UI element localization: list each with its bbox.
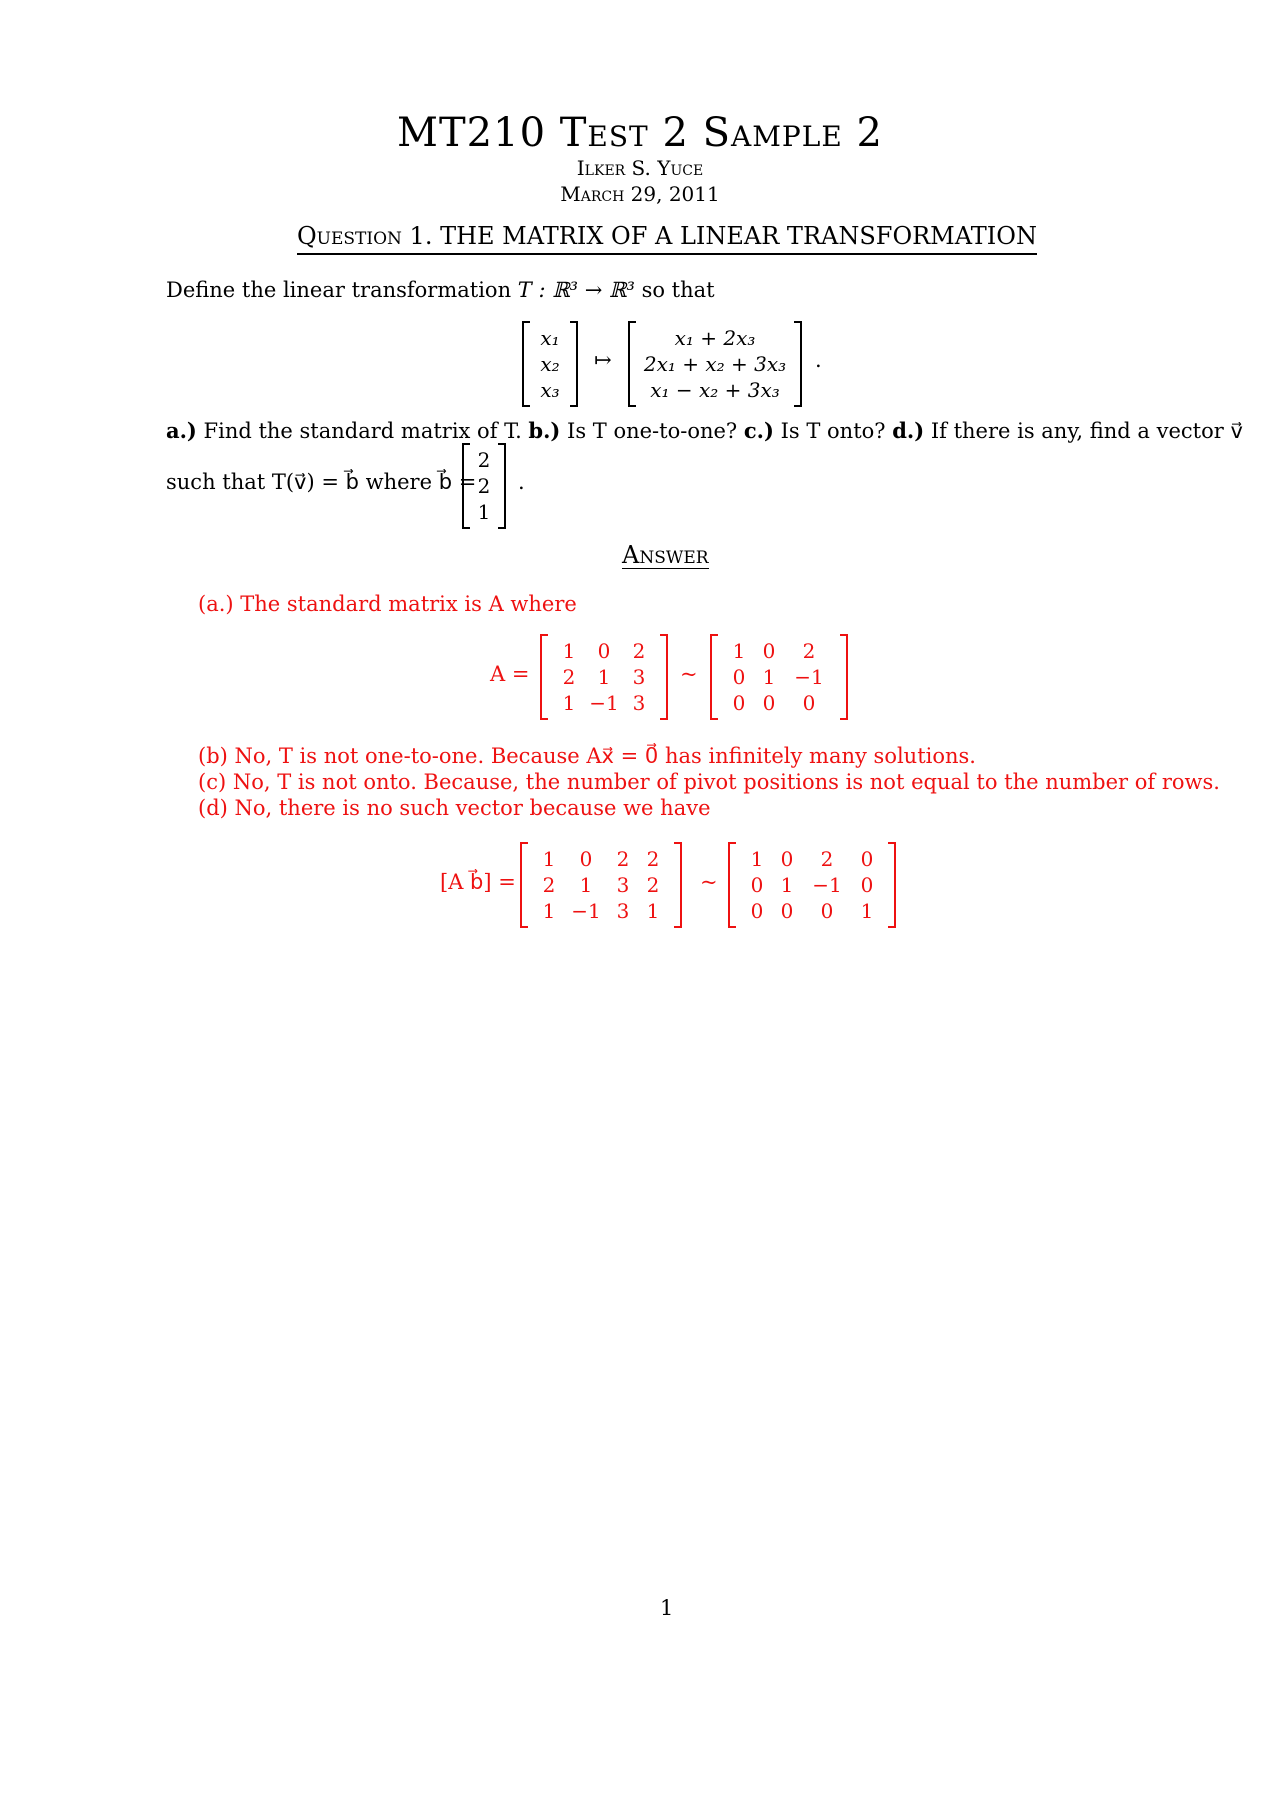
matrix-entry: 1 xyxy=(597,665,611,689)
matrix-entry: 0 xyxy=(780,899,794,923)
matrix-entry: 0 xyxy=(860,873,874,897)
intro-suffix: so that xyxy=(634,278,715,302)
answer-d-text: (d) No, there is no such vector because we have xyxy=(198,796,711,820)
answer-b-text: (b) No, T is not one-to-one. Because Ax⃗ = 0⃗ has infinitely many solutions. xyxy=(198,744,976,768)
vector-period: . xyxy=(815,348,822,372)
vector-entry: 1 xyxy=(477,500,491,524)
matrix-entry: 0 xyxy=(860,847,874,871)
matrix-entry: 0 xyxy=(750,899,764,923)
part-label: b.) xyxy=(528,418,561,443)
x-vector xyxy=(522,321,578,407)
matrix-entry: 2 xyxy=(632,639,646,663)
matrix-entry: 3 xyxy=(632,665,646,689)
matrix-entry: 0 xyxy=(762,691,776,715)
matrix-entry: −1 xyxy=(794,665,824,689)
matrix-entry: −1 xyxy=(589,691,619,715)
matrix-entry: 1 xyxy=(542,847,556,871)
part-text: Is T one-to-one? xyxy=(560,419,744,443)
matrix-entry: 1 xyxy=(562,691,576,715)
Ab-tilde: ~ xyxy=(700,870,718,894)
A-matrix xyxy=(540,634,668,720)
image-vector xyxy=(628,321,802,407)
part-text: Find the standard matrix of T. xyxy=(196,419,529,443)
part-text: If there is any, find a vector v⃗ xyxy=(924,419,1243,443)
matrix-entry: −1 xyxy=(812,873,842,897)
matrix-entry: 2 xyxy=(646,847,660,871)
vector-entry: 2 xyxy=(477,448,491,472)
answer-c-text: (c) No, T is not onto. Because, the number of pivot positions is not equal to the number of rows. xyxy=(198,770,1220,794)
matrix-entry: 2 xyxy=(542,873,556,897)
matrix-entry: 1 xyxy=(562,639,576,663)
vector-entry: x₁ + 2x₃ xyxy=(674,326,756,350)
matrix-entry: 1 xyxy=(732,639,746,663)
matrix-entry: 1 xyxy=(579,873,593,897)
matrix-entry: 2 xyxy=(616,847,630,871)
A-reduced-matrix xyxy=(710,634,848,720)
matrix-entry: 2 xyxy=(646,873,660,897)
matrix-entry: 1 xyxy=(780,873,794,897)
intro-map: T : ℝ³ → ℝ³ xyxy=(517,278,635,302)
vector-entry: 2 xyxy=(477,474,491,498)
maps-to-arrow: ↦ xyxy=(594,348,612,372)
matrix-entry: 0 xyxy=(750,873,764,897)
matrix-entry: 0 xyxy=(732,665,746,689)
b-vector-period: . xyxy=(518,470,525,494)
answer-a-text: (a.) The standard matrix is A where xyxy=(198,592,577,616)
matrix-entry: 1 xyxy=(860,899,874,923)
A-label: A = xyxy=(490,662,530,686)
answer-heading: Answer xyxy=(622,541,709,569)
question-heading xyxy=(297,222,1037,250)
matrix-entry: 0 xyxy=(597,639,611,663)
b-vector xyxy=(462,443,506,529)
date: March 29, 2011 xyxy=(560,182,720,206)
question-intro xyxy=(166,278,715,302)
vector-entry: x₂ xyxy=(540,352,560,376)
part-label: a.) xyxy=(166,418,197,443)
matrix-entry: 1 xyxy=(762,665,776,689)
vector-entry: x₃ xyxy=(540,378,560,402)
Ab-matrix xyxy=(520,842,682,928)
matrix-entry: 1 xyxy=(646,899,660,923)
A-tilde: ~ xyxy=(680,662,698,686)
matrix-entry: 0 xyxy=(732,691,746,715)
matrix-entry: 0 xyxy=(762,639,776,663)
matrix-entry: 0 xyxy=(820,899,834,923)
matrix-entry: 1 xyxy=(542,899,556,923)
vector-entry: x₁ − x₂ + 3x₃ xyxy=(650,378,780,402)
intro-prefix: Define the linear transformation xyxy=(166,278,518,302)
matrix-entry: 0 xyxy=(802,691,816,715)
heading-underline xyxy=(297,253,1037,255)
vector-entry: 2x₁ + x₂ + 3x₃ xyxy=(643,352,787,376)
question-label: Question 1. xyxy=(297,222,433,250)
Ab-reduced-matrix xyxy=(728,842,896,928)
matrix-entry: −1 xyxy=(571,899,601,923)
document-title: MT210 Test 2 Sample 2 xyxy=(397,110,883,156)
vector-entry: x₁ xyxy=(540,326,560,350)
matrix-entry: 2 xyxy=(562,665,576,689)
matrix-entry: 2 xyxy=(802,639,816,663)
question-parts xyxy=(166,418,1243,443)
page-number: 1 xyxy=(660,1596,674,1620)
matrix-entry: 3 xyxy=(632,691,646,715)
author: Ilker S. Yuce xyxy=(576,156,704,180)
matrix-entry: 0 xyxy=(579,847,593,871)
part-text: Is T onto? xyxy=(773,419,893,443)
matrix-entry: 1 xyxy=(750,847,764,871)
Ab-label: [A b⃗] = xyxy=(440,870,516,894)
such-that-text: such that T(v⃗) = b⃗ where b⃗ = xyxy=(166,470,477,494)
part-label: d.) xyxy=(892,418,925,443)
matrix-entry: 0 xyxy=(780,847,794,871)
matrix-entry: 2 xyxy=(820,847,834,871)
question-title: THE MATRIX OF A LINEAR TRANSFORMATION xyxy=(440,222,1037,250)
matrix-entry: 3 xyxy=(616,899,630,923)
part-label: c.) xyxy=(743,418,774,443)
matrix-entry: 3 xyxy=(616,873,630,897)
